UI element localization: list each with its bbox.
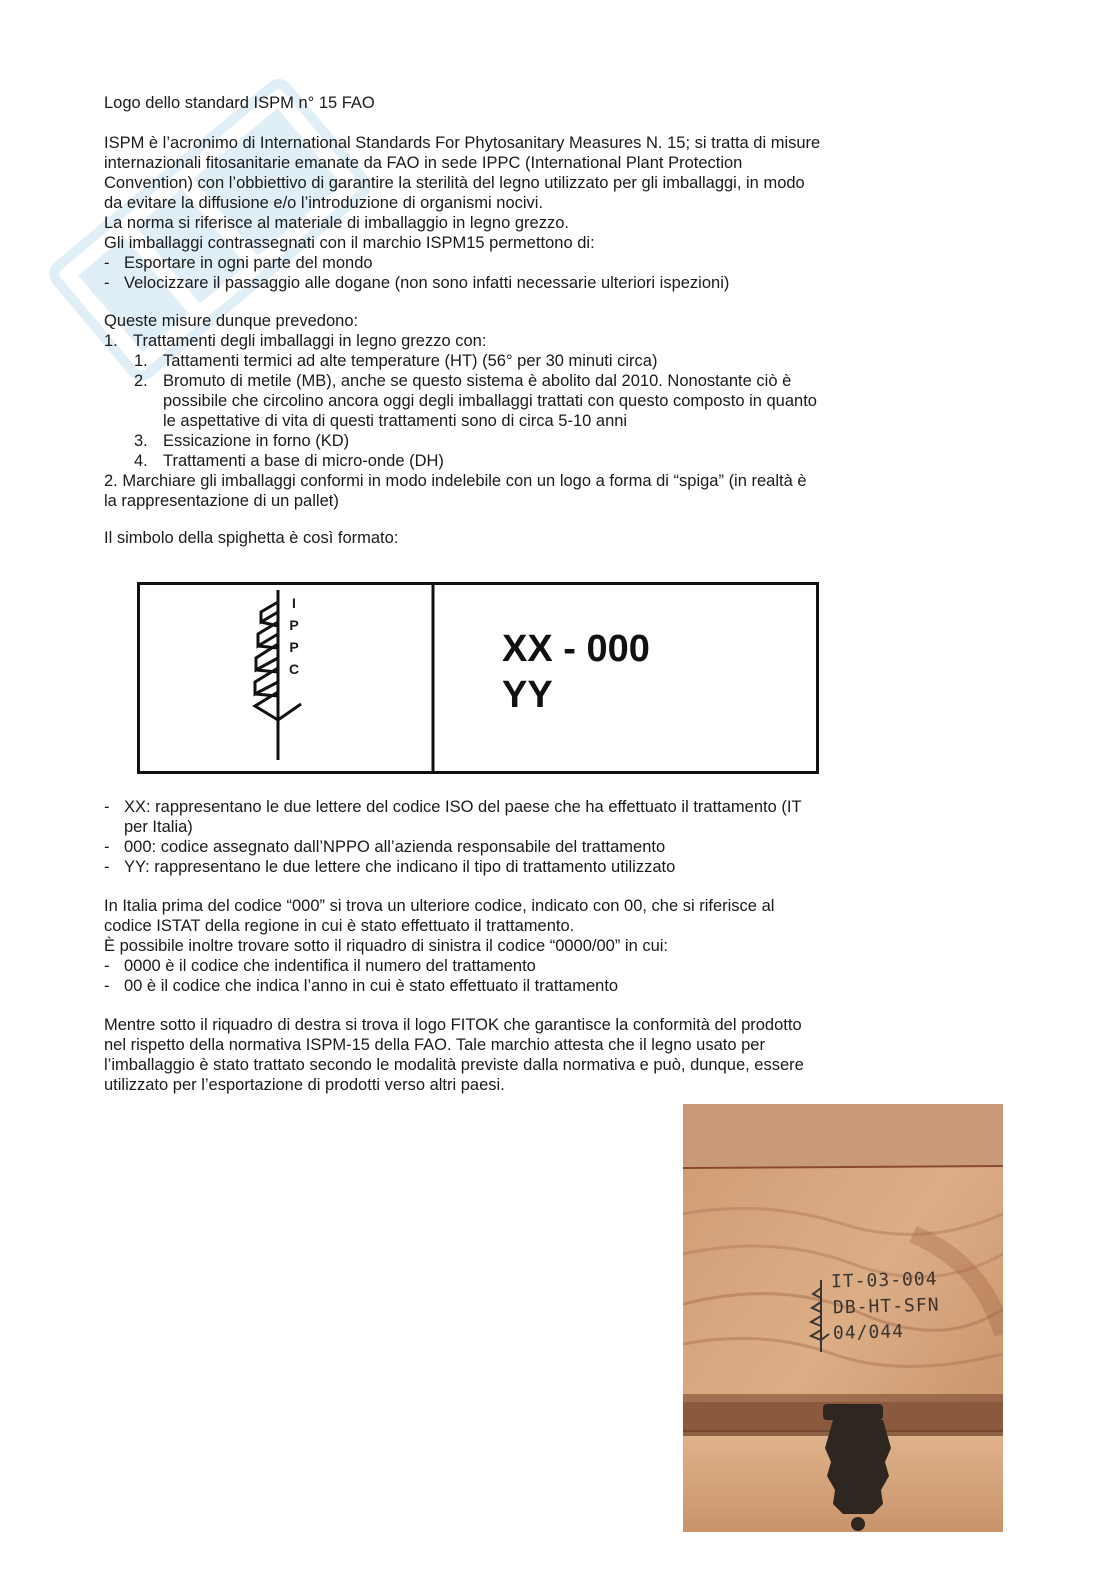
item-text: Trattamenti degli imballaggi in legno grezzo con: — [133, 332, 487, 350]
stamp-line: IT-03-004 — [830, 1268, 938, 1293]
sub-item — [104, 371, 904, 391]
sub-item-number: 1. — [134, 352, 148, 370]
bullet-dash: - — [104, 274, 110, 292]
intro-line: internazionali fitosanitarie emanate da FAO in sede IPPC (International Plant Protection — [104, 154, 743, 172]
intro-line: Gli imballaggi contrassegnati con il marchio ISPM15 permettono di: — [104, 234, 595, 252]
italy-line: codice ISTAT della regione in cui è stato effettuato il trattamento. — [104, 917, 575, 935]
bullet-text: XX: rappresentano le due lettere del codice ISO del paese che ha effettuato il trattamento (IT — [124, 798, 802, 816]
code-xx-000: XX - 000 — [502, 628, 650, 670]
numbered-item-2: 2. Marchiare gli imballaggi conformi in modo indelebile con un logo a forma di “spiga” (in realtà è — [104, 472, 807, 490]
ippc-letter: I — [292, 595, 296, 611]
intro-section — [104, 133, 904, 293]
bullet-item — [104, 857, 904, 877]
ippc-symbol-frame — [137, 582, 819, 775]
bullet-dash: - — [104, 838, 110, 856]
bullet-text: 0000 è il codice che indentifica il numero del trattamento — [124, 957, 536, 975]
pallet-stamp-photo — [683, 1104, 1003, 1532]
sub-item-continuation — [104, 411, 904, 431]
italy-line: È possibile inoltre trovare sotto il riquadro di sinistra il codice “0000/00” in cui: — [104, 937, 669, 955]
code-yy: YY — [502, 674, 553, 716]
sub-item-text: possibile che circolino ancora oggi degli imballaggi trattati con questo composto in quanto — [163, 392, 817, 410]
stamp-wheat-icon — [801, 1276, 841, 1356]
document-heading: Logo dello standard ISPM n° 15 FAO — [104, 94, 375, 112]
heading-block — [104, 93, 904, 113]
sub-item-number: 4. — [134, 452, 148, 470]
stamp-line: 04/044 — [832, 1321, 905, 1344]
measures-section — [104, 311, 904, 511]
sub-item-number: 3. — [134, 432, 148, 450]
bullet-item — [104, 797, 904, 817]
sub-item — [104, 431, 904, 451]
stamp-line: DB-HT-SFN — [832, 1294, 940, 1319]
bullet-item — [104, 956, 904, 976]
symbol-intro: Il simbolo della spighetta è così formato: — [104, 529, 399, 547]
numbered-item-2-continuation: la rappresentazione di un pallet) — [104, 492, 339, 510]
bullet-item — [104, 837, 904, 857]
bullet-dash: - — [104, 254, 110, 272]
sub-item-text: Trattamenti a base di micro-onde (DH) — [163, 452, 444, 470]
closing-line: nel rispetto della normativa ISPM-15 della FAO. Tale marchio attesta che il legno usato per — [104, 1036, 765, 1054]
bullet-text: YY: rappresentano le due lettere che indicano il tipo di trattamento utilizzato — [124, 858, 676, 876]
intro-line: La norma si riferisce al materiale di imballaggio in legno grezzo. — [104, 214, 569, 232]
closing-line: Mentre sotto il riquadro di destra si trova il logo FITOK che garantisce la conformità del prodotto — [104, 1016, 802, 1034]
item-number: 1. — [104, 332, 118, 350]
intro-line: ISPM è l’acronimo di International Standards For Phytosanitary Measures N. 15; si tratta di misure — [104, 134, 821, 152]
sub-item-text: Essicazione in forno (KD) — [163, 432, 350, 450]
sub-item-text: Tattamenti termici ad alte temperature (HT) (56° per 30 minuti circa) — [163, 352, 658, 370]
bullet-text: Esportare in ogni parte del mondo — [124, 254, 373, 272]
measures-lead: Queste misure dunque prevedono: — [104, 312, 359, 330]
closing-line: utilizzato per l’esportazione di prodotti verso altri paesi. — [104, 1076, 505, 1094]
bullet-text: per Italia) — [124, 818, 193, 836]
intro-line: Convention) con l’obbiettivo di garantire la sterilità del legno utilizzato per gli imballaggi, in modo — [104, 174, 805, 192]
ippc-letter: P — [289, 639, 299, 655]
bullet-text: 000: codice assegnato dall’NPPO all’azienda responsabile del trattamento — [124, 838, 666, 856]
bullet-continuation — [104, 817, 904, 837]
bullet-dash: - — [104, 957, 110, 975]
bullet-item — [104, 976, 904, 996]
sub-item-number: 2. — [134, 372, 148, 390]
ippc-letters — [287, 592, 301, 680]
bullet-item — [104, 273, 904, 293]
sub-item-text: Bromuto di metile (MB), anche se questo sistema è abolito dal 2010. Nonostante ciò è — [163, 372, 792, 390]
symbol-intro-block — [104, 528, 904, 548]
bullet-dash: - — [104, 858, 110, 876]
intro-line: da evitare la diffusione e/o l’introduzione di organismi nocivi. — [104, 194, 544, 212]
closing-section — [104, 1015, 904, 1095]
italy-line: In Italia prima del codice “000” si trova un ulteriore codice, indicato con 00, che si riferisce al — [104, 897, 775, 915]
ippc-symbol-figure — [137, 582, 819, 775]
bullet-item — [104, 253, 904, 273]
bullet-dash: - — [104, 977, 110, 995]
numbered-item — [104, 331, 904, 351]
sub-item-continuation — [104, 391, 904, 411]
legend-section — [104, 797, 904, 877]
bullet-text: Velocizzare il passaggio alle dogane (non sono infatti necessarie ulteriori ispezioni) — [124, 274, 730, 292]
sub-item-text: le aspettative di vita di questi trattamenti sono di circa 5-10 anni — [163, 412, 628, 430]
italy-section — [104, 896, 904, 996]
ippc-letter: P — [289, 617, 299, 633]
bullet-dash: - — [104, 798, 110, 816]
sub-item — [104, 351, 904, 371]
sub-item — [104, 451, 904, 471]
closing-line: l’imballaggio è stato trattato secondo le modalità previste dalla normativa e può, dunque, essere — [104, 1056, 804, 1074]
bullet-text: 00 è il codice che indica l’anno in cui è stato effettuato il trattamento — [124, 977, 619, 995]
ippc-letter: C — [288, 661, 300, 677]
